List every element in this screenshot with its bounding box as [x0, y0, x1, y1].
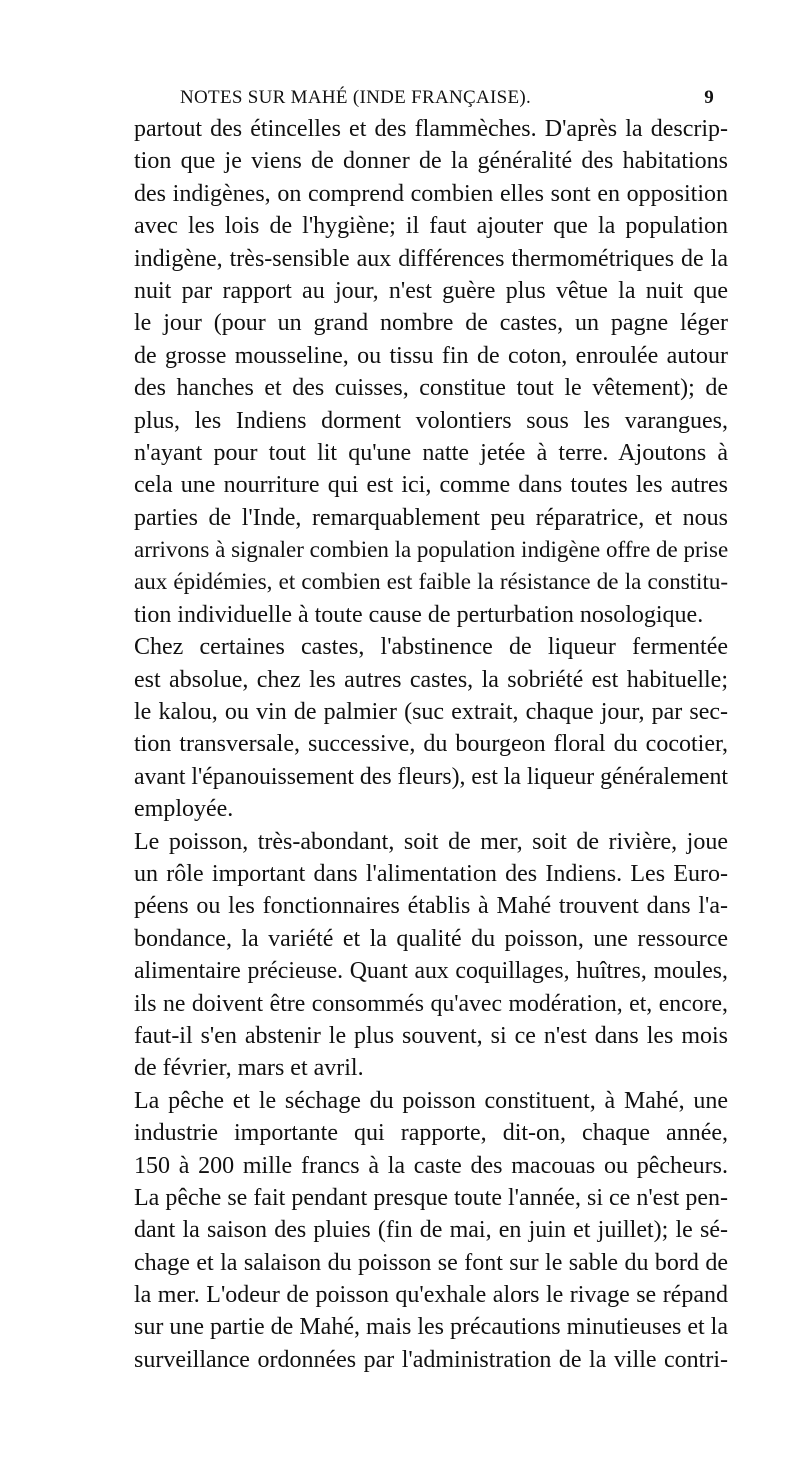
- text-line: dant la saison des pluies (fin de mai, en juin et juillet); le sé-: [134, 1217, 728, 1244]
- text-line: avant l'épanouissement des fleurs), est la liqueur généralement: [134, 763, 728, 790]
- text-line: le kalou, ou vin de palmier (suc extrait, chaque jour, par sec-: [134, 699, 728, 726]
- text-line: industrie importante qui rapporte, dit-on, chaque année,: [134, 1120, 728, 1147]
- text-line: parties de l'Inde, remarquablement peu réparatrice, et nous: [134, 504, 728, 531]
- text-line: est absolue, chez les autres castes, la sobriété est habituelle;: [134, 666, 728, 693]
- text-line: La pêche et le séchage du poisson constituent, à Mahé, une: [134, 1087, 728, 1114]
- text-line: alimentaire précieuse. Quant aux coquillages, huîtres, moules,: [134, 958, 728, 985]
- text-line: tion que je viens de donner de la généralité des habitations: [134, 148, 728, 175]
- text-line: n'ayant pour tout lit qu'une natte jetée à terre. Ajoutons à: [134, 439, 728, 466]
- text-line: chage et la salaison du poisson se font sur le sable du bord de: [134, 1249, 728, 1276]
- text-line: 150 à 200 mille francs à la caste des macouas ou pêcheurs.: [134, 1152, 728, 1179]
- text-line: des indigènes, on comprend combien elles sont en opposition: [134, 180, 728, 207]
- text-line: un rôle important dans l'alimentation des Indiens. Les Euro-: [134, 860, 728, 887]
- text-line: La pêche se fait pendant presque toute l'année, si ce n'est pen-: [134, 1184, 728, 1211]
- text-line: plus, les Indiens dorment volontiers sous les varangues,: [134, 407, 728, 434]
- text-line: la mer. L'odeur de poisson qu'exhale alors le rivage se répand: [134, 1282, 728, 1309]
- text-line: tion individuelle à toute cause de perturbation nosologique.: [134, 601, 704, 628]
- text-line: avec les lois de l'hygiène; il faut ajouter que la population: [134, 213, 728, 240]
- text-line: ils ne doivent être consommés qu'avec modération, et, encore,: [134, 990, 728, 1017]
- text-line: aux épidémies, et combien est faible la résistance de la constitu-: [134, 569, 728, 595]
- text-line: indigène, très-sensible aux différences thermométriques de la: [134, 245, 728, 272]
- text-line: employée.: [134, 796, 234, 823]
- text-line: faut-il s'en abstenir le plus souvent, si ce n'est dans les mois: [134, 1022, 728, 1049]
- text-line: tion transversale, successive, du bourgeon floral du cocotier,: [134, 731, 728, 758]
- text-line: cela une nourriture qui est ici, comme dans toutes les autres: [134, 472, 728, 499]
- text-line: surveillance ordonnées par l'administration de la ville contri-: [134, 1346, 728, 1373]
- text-line: péens ou les fonctionnaires établis à Mahé trouvent dans l'a-: [134, 893, 728, 920]
- text-line: bondance, la variété et la qualité du poisson, une ressource: [134, 925, 728, 952]
- text-line: des hanches et des cuisses, constitue tout le vêtement); de: [134, 375, 728, 402]
- text-line: Chez certaines castes, l'abstinence de liqueur fermentée: [134, 634, 728, 661]
- text-line: nuit par rapport au jour, n'est guère plus vêtue la nuit que: [134, 277, 728, 304]
- text-line: sur une partie de Mahé, mais les précautions minutieuses et la: [134, 1314, 728, 1341]
- running-head-title: NOTES SUR MAHÉ (INDE FRANÇAISE).: [180, 87, 532, 108]
- body-text: [134, 113, 728, 1376]
- text-line: le jour (pour un grand nombre de castes, un pagne léger: [134, 310, 728, 337]
- text-line: Le poisson, très-abondant, soit de mer, soit de rivière, joue: [134, 828, 728, 855]
- text-line: arrivons à signaler combien la population indigène offre de prise: [134, 537, 729, 563]
- text-line: de février, mars et avril.: [134, 1055, 364, 1082]
- text-line: partout des étincelles et des flammèches. D'après la descrip-: [134, 116, 728, 142]
- page-number: 9: [704, 87, 714, 108]
- text-line: de grosse mousseline, ou tissu fin de coton, enroulée autour: [134, 342, 728, 369]
